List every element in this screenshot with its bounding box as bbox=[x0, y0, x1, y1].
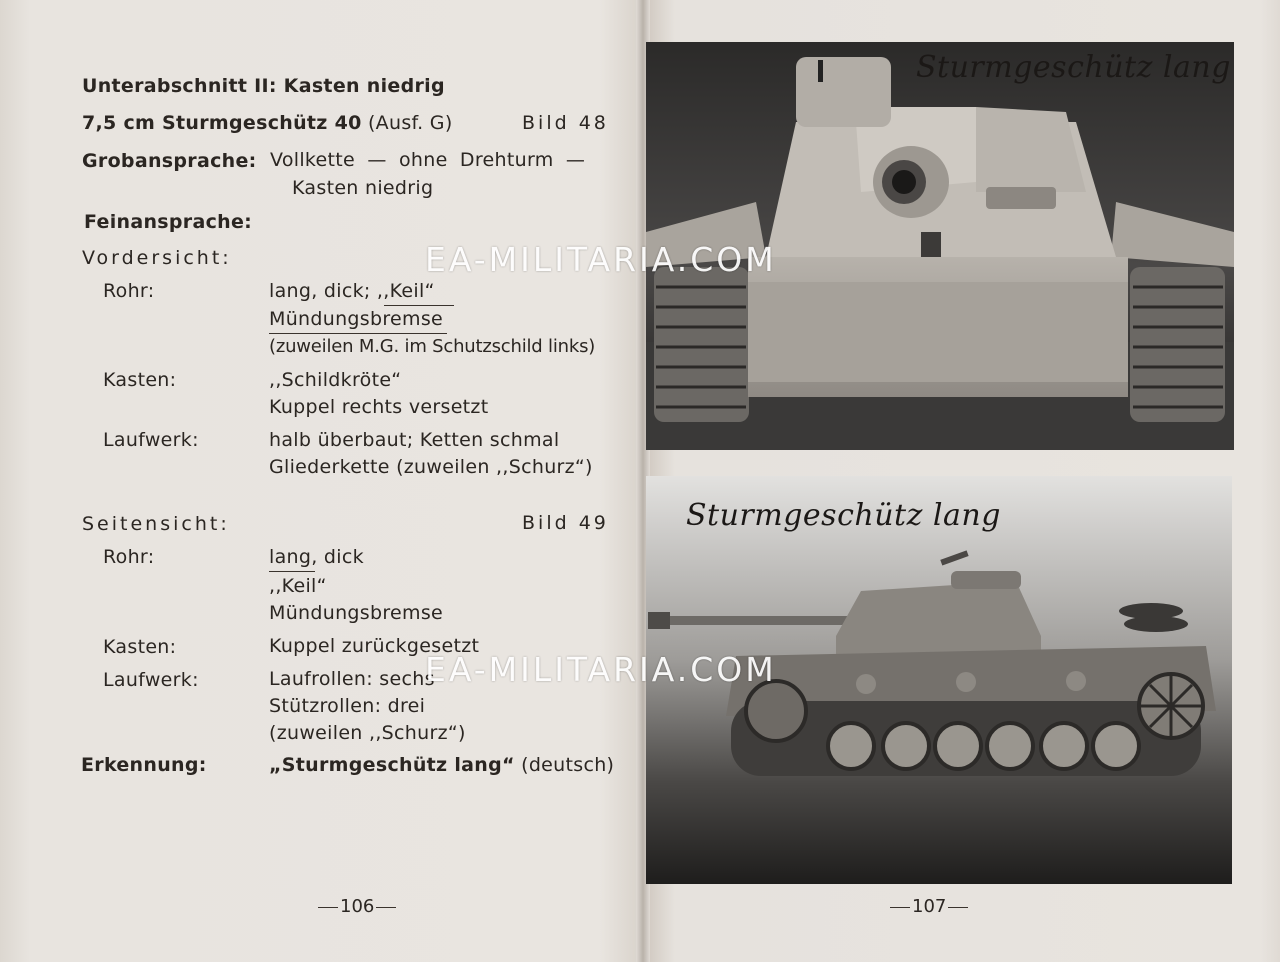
photo-front-caption: Sturmgeschütz lang bbox=[916, 50, 1231, 85]
vordersicht-rohr-line3: (zuweilen M.G. im Schutzschild links) bbox=[269, 336, 596, 357]
vordersicht-rohr-line1: lang, dick; ,,Keil“ bbox=[269, 280, 435, 302]
seitensicht-kasten-line1: Kuppel zurückgesetzt bbox=[269, 635, 480, 657]
figure-ref-48: Bild 48 bbox=[522, 112, 609, 134]
seitensicht-laufwerk-line3: (zuweilen ,,Schurz“) bbox=[269, 722, 466, 744]
grobansprache-label: Grobansprache: bbox=[82, 150, 257, 172]
figure-ref-49: Bild 49 bbox=[522, 512, 609, 534]
seitensicht-laufwerk-line1: Laufrollen: sechs bbox=[269, 668, 435, 690]
watermark-bottom: EA-MILITARIA.COM bbox=[425, 650, 777, 689]
vordersicht-kasten-label: Kasten: bbox=[103, 369, 177, 391]
grobansprache-line1: Vollkette — ohne Drehturm — bbox=[270, 149, 586, 171]
page-number-106: 106 bbox=[316, 896, 398, 917]
dash-icon bbox=[890, 907, 910, 908]
vehicle-variant: (Ausf. G) bbox=[367, 112, 453, 134]
grobansprache-line2: Kasten niedrig bbox=[292, 177, 434, 199]
vordersicht-rohr-line2: Mündungsbremse bbox=[269, 308, 444, 330]
vordersicht-kasten-line1: ,,Schildkröte“ bbox=[269, 369, 402, 391]
muendungsbremse-underline bbox=[269, 333, 447, 334]
watermark-top: EA-MILITARIA.COM bbox=[425, 240, 777, 279]
vordersicht-rohr-label: Rohr: bbox=[103, 280, 155, 302]
photo-side-caption: Sturmgeschütz lang bbox=[686, 498, 1001, 533]
vordersicht-laufwerk-line2: Gliederkette (zuweilen ,,Schurz“) bbox=[269, 456, 593, 478]
dash-icon bbox=[318, 907, 338, 908]
right-page bbox=[650, 0, 1280, 962]
seitensicht-kasten-label: Kasten: bbox=[103, 636, 177, 658]
vordersicht-kasten-line2: Kuppel rechts versetzt bbox=[269, 396, 489, 418]
vordersicht-label: Vordersicht: bbox=[82, 247, 232, 269]
feinansprache-label: Feinansprache: bbox=[84, 211, 253, 233]
erkennung-label: Erkennung: bbox=[81, 754, 207, 776]
vordersicht-laufwerk-label: Laufwerk: bbox=[103, 429, 199, 451]
page-number-107: 107 bbox=[888, 896, 970, 917]
vehicle-title bbox=[82, 111, 453, 135]
erkennung-note: (deutsch) bbox=[521, 754, 615, 776]
keil-underline bbox=[384, 305, 454, 306]
seitensicht-rohr-line2: ,,Keil“ bbox=[269, 575, 327, 597]
vordersicht-laufwerk-line1: halb überbaut; Ketten schmal bbox=[269, 429, 560, 451]
erkennung-value-line bbox=[269, 753, 614, 777]
dash-icon bbox=[948, 907, 968, 908]
seitensicht-rohr-line3: Mündungsbremse bbox=[269, 602, 444, 624]
dash-icon bbox=[376, 907, 396, 908]
seitensicht-rohr-line1: lang, dick bbox=[269, 546, 364, 568]
seitensicht-laufwerk-line2: Stützrollen: drei bbox=[269, 695, 426, 717]
lang-underline bbox=[269, 571, 315, 572]
section-heading: Unterabschnitt II: Kasten niedrig bbox=[82, 75, 445, 97]
erkennung-value: „Sturmgeschütz lang“ bbox=[269, 754, 515, 776]
vehicle-caliber: 7,5 cm Sturmgeschütz 40 bbox=[82, 112, 362, 134]
seitensicht-rohr-label: Rohr: bbox=[103, 546, 155, 568]
seitensicht-label: Seitensicht: bbox=[82, 513, 230, 535]
seitensicht-laufwerk-label: Laufwerk: bbox=[103, 669, 199, 691]
